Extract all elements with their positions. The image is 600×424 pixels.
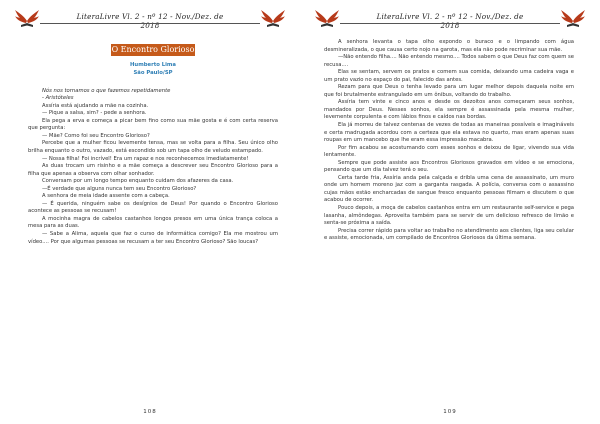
winged-book-logo-icon — [14, 7, 40, 29]
paragraph: — É querida, ninguém sabe os desígnios de Deus! Por quando o Encontro Glorioso acontece as pessoas se recusam! — [28, 200, 278, 215]
left-page-body — [28, 38, 278, 246]
paragraph: Elas se sentam, servem os pratos e comem sua comida, deixando uma cadeira vaga e um prato vazio no espaço do pai, falecido das antes. — [324, 69, 574, 83]
epigraph-source: - Aristóteles — [42, 95, 74, 102]
winged-book-logo-icon — [314, 7, 340, 29]
running-title: LiteraLivre Vl. 2 - nº 12 - Nov./Dez. de 2018 — [76, 12, 224, 30]
paragraph: —Não entendo filha.... Não entendo mesmo.... Todos sabem o que Deus faz com quem se recusa.... — [324, 54, 574, 68]
right-page-body — [324, 39, 574, 243]
header-rule — [40, 23, 260, 24]
paragraph: Conversam por um longo tempo enquanto cuidam dos afazeres da casa. — [42, 178, 234, 185]
paragraph: — Mãe? Como foi seu Encontro Glorioso? — [42, 132, 150, 139]
winged-book-logo-icon — [560, 7, 586, 29]
right-page-header — [314, 7, 586, 29]
page-number: 109 — [443, 409, 457, 415]
header-rule — [340, 23, 560, 24]
paragraph: A senhora levanta o tapa olho expondo o buraco e o limpando com água desmineralizada, o que causa certo nojo na garota, mas ela não pode recriminar sua mãe. — [324, 39, 574, 53]
paragraph: Por fim acabou se acostumando com esses sonhos e deixou de ligar, vivendo sua vida lentamente. — [324, 144, 574, 159]
paragraph: Assíria está ajudando a mãe na cozinha. — [42, 102, 149, 109]
chapter-title: O Encontro Glorioso — [111, 45, 195, 54]
paragraph: As duas trocam um risinho e a mãe começa a descrever seu Encontro Glorioso para a filha que apenas a observa com olhar sonhador. — [28, 163, 278, 177]
paragraph: Certa tarde fria, Assíria anda pela calçada e dribla uma cena de assassinato, um muro onde um homem moreno jaz com a garganta rasgada. A polícia, conversa com o assassino cujas mãos estão encharcadas de sangue fresco enquanto pessoas filmam e discutem o que acabou de ocorrer. — [324, 174, 574, 204]
paragraph: A senhora de meia idade assente com a cabeça. — [42, 193, 170, 200]
left-page-header — [14, 7, 286, 29]
paragraph: Ela já morreu de talvez centenas de vezes de todas as maneiras possíveis e imagináveis e certa madrugada acordou com a certeza que ela estava no quarto, mas eram apenas suas roupas em um mancebo que lhe eram essa impressão macabra. — [324, 122, 574, 144]
author-name: Humberto Lima — [129, 61, 177, 68]
paragraph: Assíria tem vinte e cinco anos e desde os dezoitos anos começaram seus sonhos, mandados por Deus. Nesses sonhos, ela sempre é assassinada pela mesma mulher, levemente corpulenta e com lábios finos e caídos nas bordas. — [324, 99, 574, 121]
paragraph: —É verdade que alguns nunca tem seu Encontro Glorioso? — [42, 185, 197, 192]
page-number: 108 — [143, 409, 157, 415]
paragraph: Percebe que a mulher ficou levemente tensa, mas se volta para a filha. Seu único olho brilha enquanto o outro, vazado, está escondido sob um tapa olho de veludo estampado. — [28, 140, 278, 155]
right-page — [300, 0, 600, 424]
epigraph: Nós nos tornamos o que fazemos repetidamente — [42, 87, 171, 94]
paragraph: — Pique a salsa, sim? - pede a senhora. — [42, 110, 147, 117]
paragraph: Rezam para que Deus o tenha levado para um lugar melhor depois daquela noite em que foi brutalmente estrangulado em um ônibus, voltando do trabalho. — [324, 84, 574, 98]
paragraph: Ela pega a erva e começa a picar bem fino como sua mãe gosta e é com certa reserva que pergunta: — [28, 117, 278, 132]
paragraph: Pouco depois, a moça de cabelos castanhos entra em um restaurante self-service e pega lasanha, almôndegas. Aproveita também para se servir de um delicioso refresco de limão e senta-se próxima a saída. — [324, 205, 574, 227]
paragraph: A mocinha magra de cabelos castanhos longos presos em uma única trança coloca a mesa para as duas. — [28, 215, 278, 230]
paragraph: Precisa correr rápido para voltar ao trabalho no atendimento aos clientes, liga seu celular e assiste, emocionada, um compilado de Encontros Gloriosos da última semana. — [324, 227, 575, 242]
paragraph: — Sabe a Alima, aquela que faz o curso de informática comigo? Ela me mostrou um vídeo.... Por que algumas pessoas se recusam a ter seu Encontro Glorioso? São loucas? — [28, 231, 278, 245]
running-title: LiteraLivre Vl. 2 - nº 12 - Nov./Dez. de 2018 — [376, 12, 524, 30]
paragraph: Sempre que pode assiste aos Encontros Gloriosos gravados em vídeo e se emociona, pensando que um dia talvez terá o seu. — [324, 159, 574, 174]
author-location: São Paulo/SP — [133, 70, 173, 77]
paragraph: — Nossa filha! Foi incrível! Era um rapaz e nos reconhecemos imediatamente! — [42, 155, 249, 162]
winged-book-logo-icon — [260, 7, 286, 29]
